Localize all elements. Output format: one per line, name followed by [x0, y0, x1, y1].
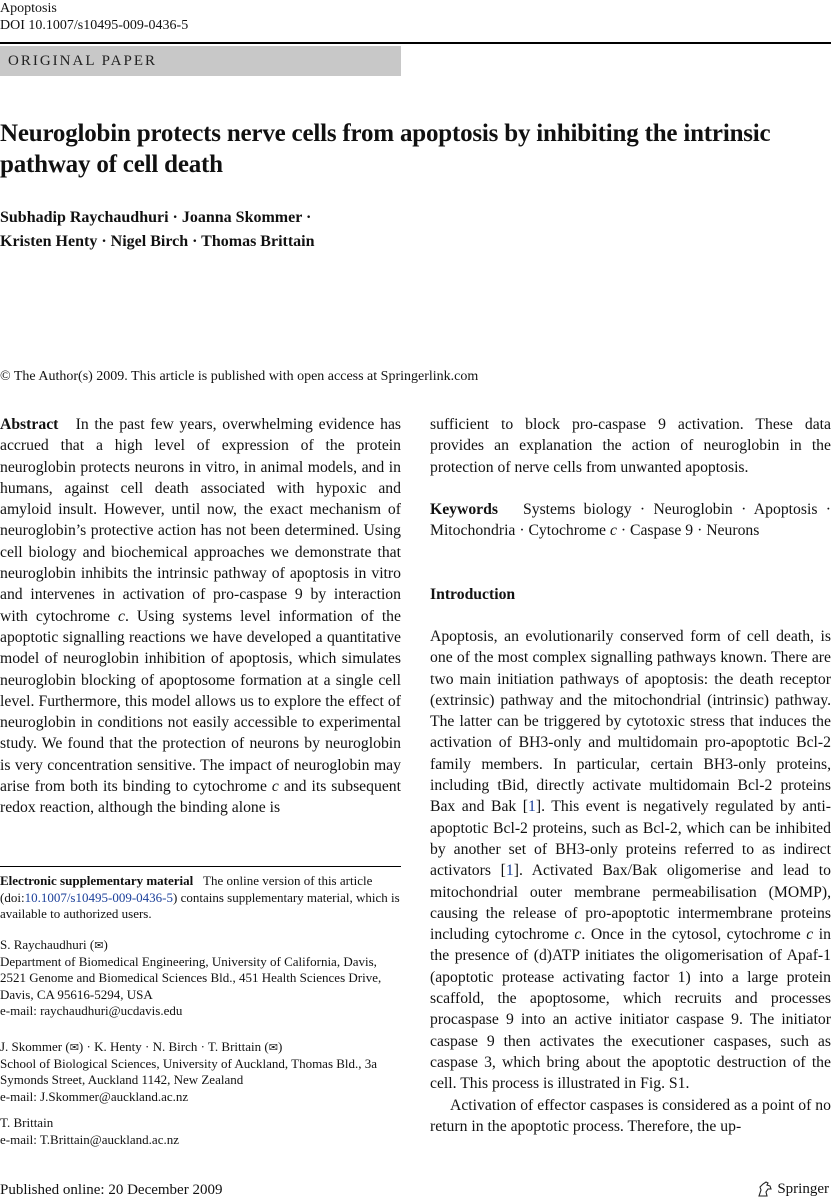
- introduction-body: [430, 626, 831, 1137]
- aff2-department: School of Biological Sciences, University of Auckland, Thomas Bld., 3a Symonds Street, Auckland 1142, New Zealand: [0, 1055, 378, 1087]
- abstract-label: Abstract: [0, 416, 59, 433]
- aff1-department: Department of Biomedical Engineering, University of California, Davis, 2521 Genome and Biomedical Sciences Bld., 451 Health Sciences Drive, Davis, CA 95616-5294, USA: [0, 953, 382, 1002]
- esm-text-1: The online version of this article (doi:: [0, 873, 373, 905]
- esm-text-2: ) contains supplementary material, which is available to authorized users.: [0, 889, 400, 921]
- abstract-block: [0, 414, 401, 819]
- aff2-names-a: J. Skommer (: [0, 1039, 70, 1054]
- intro-p1-a: Apoptosis, an evolutionarily conserved form of cell death, is one of the most complex signalling pathways known. There are two main initiation pathways of apoptosis: the death receptor (extrinsic) pathway and the mitochondrial (intrinsic) pathway. The latter can be triggered by cytotoxic stress that induces the activation of BH3-only and multidomain pro-apoptotic Bcl-2 family members. In particular, certain BH3-only proteins, including tBid, directly activate multidomain Bcl-2 proteins Bax and Bak [: [430, 628, 831, 816]
- journal-name: Apoptosis: [0, 1, 57, 16]
- published-date: Published online: 20 December 2009: [0, 1182, 223, 1198]
- intro-p1-e: in the presence of (d)ATP initiates the oligomerisation of Apaf-1 (apoptotic protease activating factor 1) into a large protein scaffold, the apoptosome, which recruits and processes procaspase 9 into an active initiator caspase 9. The initiator caspase 9 then activates the executioner caspases, such as caspase 3, which bring about the apoptotic destruction of the cell. This process is illustrated in Fig. S1.: [430, 926, 831, 1093]
- envelope-icon: ✉: [94, 940, 104, 952]
- intro-paragraph-2: Activation of effector caspases is considered as a point of no return in the apoptotic process. Therefore, the up-: [430, 1096, 831, 1135]
- abstract-continued: sufficient to block pro-caspase 9 activation. These data provides an explanation the action of neuroglobin in the protection of nerve cells from unwanted apoptosis.: [430, 416, 831, 476]
- intro-italic-c2: c: [806, 926, 814, 944]
- affiliation-2: [0, 1039, 401, 1105]
- intro-p1-b: ]. This event is negatively regulated by anti-apoptotic Bcl-2 proteins, such as Bcl-2, which can be inhibited by another set of BH3-only proteins referred to as indirect activators [: [430, 798, 831, 880]
- abstract-italic-c1: c: [118, 607, 125, 625]
- esm-note: [0, 873, 401, 923]
- paper-title: Neuroglobin protects nerve cells from apoptosis by inhibiting the intrinsic pathway of cell death: [0, 120, 771, 178]
- doi-line: DOI 10.1007/s10495-009-0436-5: [0, 18, 189, 33]
- abstract-text-2: . Using systems level information of the apoptotic signalling reactions we have developed a quantitative model of neuroglobin inhibition of apoptosis, which simulates neuroglobin blocking of apoptosome formation at a single cell level. Furthermore, this model allows us to explore the effect of neuroglobin in conditions not easily accessible to experimental study. We found that the protection of neurons by neuroglobin is very concentration sensitive. The impact of neuroglobin may arise from both its binding to cytochrome: [0, 607, 401, 796]
- aff3-name: T. Brittain: [0, 1115, 54, 1130]
- aff2-names-c: ): [277, 1039, 283, 1054]
- publisher-mark: [757, 1180, 829, 1199]
- intro-paragraph-1: [430, 626, 831, 1095]
- header-rule: [0, 42, 831, 44]
- citation-link[interactable]: 1: [528, 798, 536, 816]
- aff1-name: S. Raychaudhuri (: [0, 937, 95, 952]
- keywords-block: [430, 499, 831, 542]
- introduction-heading: Introduction: [430, 586, 516, 603]
- article-type-banner: ORIGINAL PAPER: [0, 46, 401, 76]
- citation-link[interactable]: 1: [505, 862, 514, 880]
- abstract-text-1: In the past few years, overwhelming evidence has accrued that a high level of expression of the protein neuroglobin protects neurons in vitro, in animal models, and in humans, against cell death associated with hypoxic and amyloid insult. However, until now, the exact mechanism of neuroglobin’s protective action has not been determined. Using cell biology and biochemical approaches we demonstrate that neuroglobin inhibits the intrinsic pathway of apoptosis in vitro and intervenes in activation of pro-caspase 9 by interaction with cytochrome: [0, 416, 402, 625]
- footnote-rule: [0, 866, 401, 867]
- abstract-italic-c2: c: [271, 778, 279, 796]
- aff2-names-b: ) · K. Henty · N. Birch · T. Brittain (: [78, 1039, 269, 1054]
- authors-line-1: Subhadip Raychaudhuri · Joanna Skommer ·: [0, 209, 312, 226]
- esm-label: Electronic supplementary material: [0, 873, 194, 888]
- copyright-notice: © The Author(s) 2009. This article is published with open access at Springerlink.com: [0, 369, 479, 384]
- intro-italic-c1: c: [574, 926, 582, 944]
- envelope-icon: ✉: [69, 1042, 79, 1054]
- envelope-icon: ✉: [268, 1042, 278, 1054]
- keywords-label: Keywords: [430, 501, 498, 518]
- intro-p1-d: . Once in the cytosol, cytochrome: [581, 926, 807, 944]
- keywords-part-1: Systems biology · Neuroglobin · Apoptosis · Mitochondria · Cytochrome: [430, 501, 831, 540]
- keywords-italic-c: c: [609, 522, 617, 540]
- keywords-part-2: · Caspase 9 · Neurons: [616, 522, 760, 540]
- author-list: [0, 206, 520, 254]
- authors-line-2: Kristen Henty · Nigel Birch · Thomas Brittain: [0, 233, 315, 250]
- affiliation-1: [0, 937, 401, 1020]
- intro-p1-c: ]. Activated Bax/Bak oligomerise and lead to mitochondrial outer membrane permeabilisation (MOMP), causing the release of pro-apoptotic intermembrane proteins including cytochrome: [430, 862, 831, 944]
- aff2-email[interactable]: e-mail: J.Skommer@auckland.ac.nz: [0, 1088, 189, 1104]
- aff1-name-end: ): [103, 937, 108, 952]
- aff3-email[interactable]: e-mail: T.Brittain@auckland.ac.nz: [0, 1131, 179, 1147]
- publisher-name: Springer: [777, 1181, 829, 1197]
- esm-doi-link[interactable]: 10.1007/s10495-009-0436-5: [24, 889, 173, 905]
- affiliation-3: [0, 1115, 401, 1148]
- springer-horse-icon: [757, 1181, 773, 1198]
- aff1-email[interactable]: e-mail: raychaudhuri@ucdavis.edu: [0, 1003, 183, 1018]
- abstract-text-3: and its subsequent redox reaction, although the binding alone is: [0, 778, 401, 817]
